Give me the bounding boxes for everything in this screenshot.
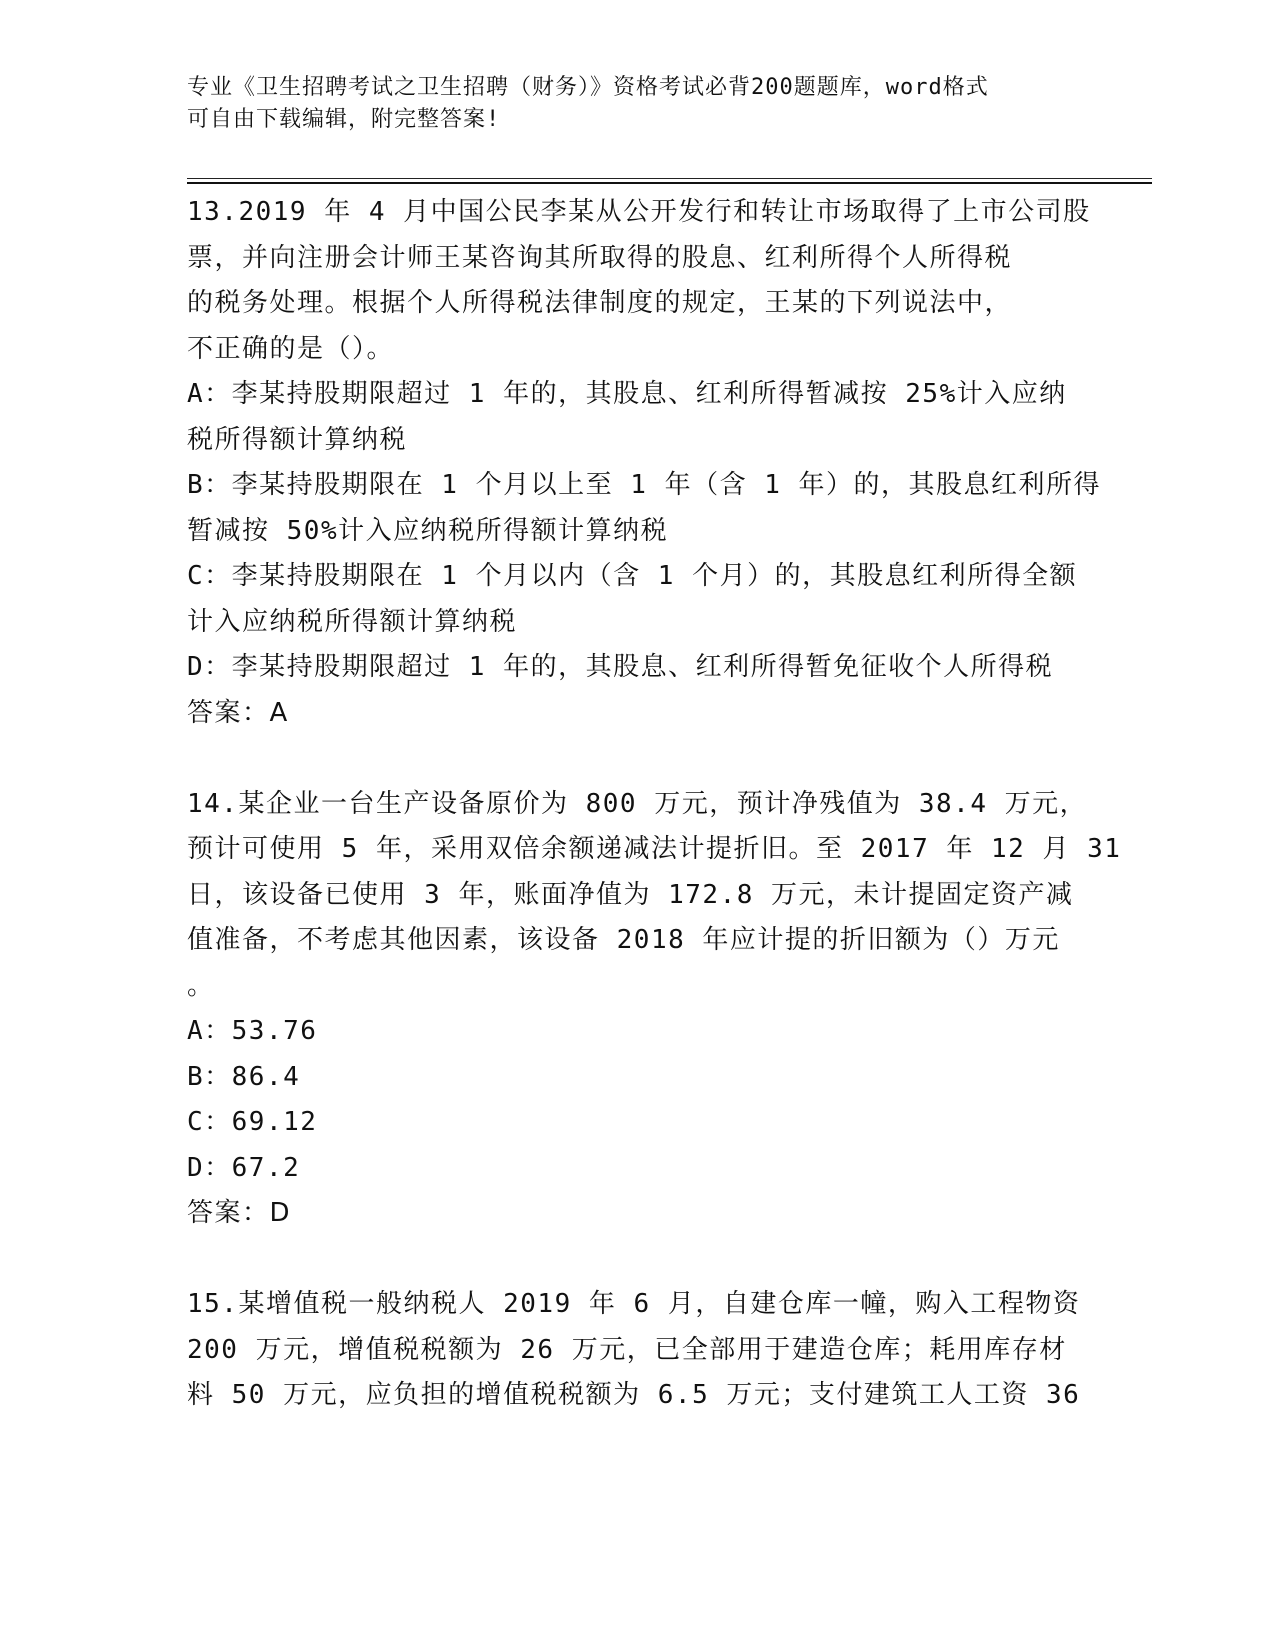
question-15 [187, 1282, 1087, 1419]
question-text-line: 值准备，不考虑其他因素，该设备 2018 年应计提的折旧额为（）万元 [187, 925, 1060, 955]
option-a-line: A：53.76 [187, 1016, 318, 1046]
answer-label: 答案：A [187, 697, 289, 728]
question-text-line: 。 [187, 970, 215, 1001]
option-b-line: B：86.4 [187, 1061, 301, 1092]
question-text-line: 13.2019 年 4 月中国公民李某从公开发行和转让市场取得了上市公司股 [187, 197, 1091, 227]
question-text-line: 14.某企业一台生产设备原价为 800 万元，预计净残值为 38.4 万元， [187, 788, 1088, 819]
header-title-line-1: 专业《卫生招聘考试之卫生招聘（财务）》资格考试必背200题题库，word格式 [187, 75, 989, 100]
answer-label: 答案：D [187, 1198, 292, 1228]
question-text-line: 料 50 万元，应负担的增值税税额为 6.5 万元；支付建筑工人工资 36 [187, 1380, 1081, 1410]
option-c-line: 计入应纳税所得额计算纳税 [187, 606, 518, 637]
question-spacer [187, 1237, 1087, 1283]
header-divider-thick [187, 182, 1152, 184]
option-b-line: B：李某持股期限在 1 个月以上至 1 年（含 1 年）的，其股息红利所得 [187, 470, 1102, 500]
option-c-line: C：69.12 [187, 1107, 318, 1137]
document-body [187, 190, 1122, 1419]
question-spacer [187, 736, 1087, 782]
option-a-line: A：李某持股期限超过 1 年的，其股息、红利所得暂减按 25%计入应纳 [187, 379, 1067, 409]
header-divider-thin [187, 178, 1152, 179]
option-b-line: 暂减按 50%计入应纳税所得额计算纳税 [187, 515, 669, 546]
question-text-line: 票，并向注册会计师王某咨询其所取得的股息、红利所得个人所得税 [187, 242, 1013, 273]
question-text-line: 的税务处理。根据个人所得税法律制度的规定，王某的下列说法中， [187, 288, 1013, 318]
option-c-line: C：李某持股期限在 1 个月以内（含 1 个月）的，其股息红利所得全额 [187, 561, 1078, 591]
question-text-line: 日，该设备已使用 3 年，账面净值为 172.8 万元，未计提固定资产减 [187, 879, 1074, 910]
question-13 [187, 190, 1102, 736]
question-text-line: 200 万元，增值税税额为 26 万元，已全部用于建造仓库；耗用库存材 [187, 1334, 1067, 1365]
document-header [187, 72, 1067, 136]
option-d-line: D：李某持股期限超过 1 年的，其股息、红利所得暂免征收个人所得税 [187, 652, 1054, 682]
question-text-line: 预计可使用 5 年，采用双倍余额递减法计提折旧。至 2017 年 12 月 31 [187, 834, 1122, 864]
header-title-line-2: 可自由下载编辑，附完整答案! [187, 107, 501, 132]
option-d-line: D：67.2 [187, 1152, 301, 1183]
question-14 [187, 782, 1122, 1237]
option-a-line: 税所得额计算纳税 [187, 424, 408, 455]
question-text-line: 不正确的是（）。 [187, 333, 395, 364]
question-text-line: 15.某增值税一般纳税人 2019 年 6 月，自建仓库一幢，购入工程物资 [187, 1289, 1081, 1319]
